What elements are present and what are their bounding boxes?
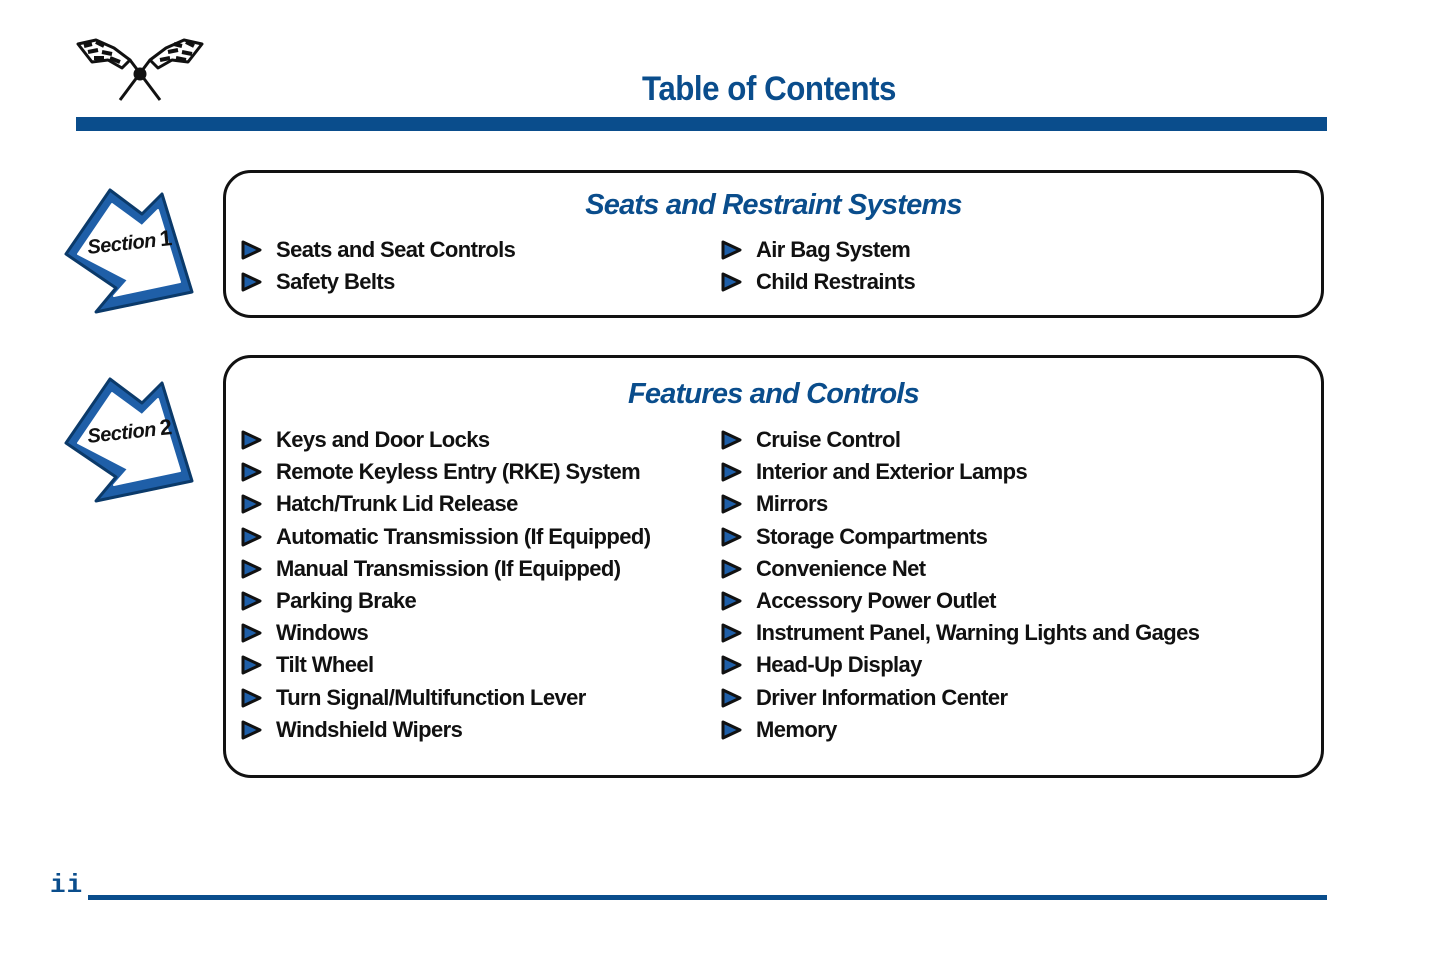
toc-item[interactable] xyxy=(238,521,650,553)
triangle-bullet-icon xyxy=(238,558,264,580)
triangle-bullet-icon xyxy=(238,590,264,612)
toc-item[interactable] xyxy=(718,266,915,298)
toc-item[interactable] xyxy=(238,682,650,714)
toc-item[interactable] xyxy=(718,617,1199,649)
toc-item[interactable] xyxy=(238,456,650,488)
page-number: ii xyxy=(50,870,84,900)
footer-divider xyxy=(88,895,1327,900)
section-2-badge[interactable] xyxy=(58,371,208,506)
toc-item-label: Turn Signal/Multifunction Lever xyxy=(276,684,586,710)
toc-item-label: Safety Belts xyxy=(276,269,395,295)
toc-item-label: Instrument Panel, Warning Lights and Gages xyxy=(756,620,1200,646)
toc-item[interactable] xyxy=(718,456,1199,488)
page-title: Table of Contents xyxy=(642,70,897,108)
triangle-bullet-icon xyxy=(238,461,264,483)
toc-item-label: Driver Information Center xyxy=(756,684,1008,710)
toc-item-label: Convenience Net xyxy=(756,555,926,581)
toc-item-label: Manual Transmission (If Equipped) xyxy=(276,555,621,581)
toc-item[interactable] xyxy=(718,649,1199,681)
section-1-left-column xyxy=(238,234,515,298)
header-divider xyxy=(76,117,1327,131)
triangle-bullet-icon xyxy=(238,271,264,293)
toc-item[interactable] xyxy=(718,488,1199,520)
section-1-badge[interactable] xyxy=(58,182,208,317)
triangle-bullet-icon xyxy=(718,558,744,580)
triangle-bullet-icon xyxy=(718,719,744,741)
triangle-bullet-icon xyxy=(238,493,264,515)
toc-item-label: Mirrors xyxy=(756,491,828,517)
section-1-label: Section1 xyxy=(86,225,173,259)
triangle-bullet-icon xyxy=(238,622,264,644)
section-2-label: Section2 xyxy=(86,414,173,448)
triangle-bullet-icon xyxy=(718,271,744,293)
toc-item[interactable] xyxy=(718,682,1199,714)
crossed-flags-logo xyxy=(74,38,206,104)
toc-item-label: Hatch/Trunk Lid Release xyxy=(276,491,518,517)
toc-item[interactable] xyxy=(718,521,1199,553)
toc-item[interactable] xyxy=(718,424,1199,456)
toc-item[interactable] xyxy=(238,424,650,456)
toc-item[interactable] xyxy=(718,553,1199,585)
toc-item-label: Accessory Power Outlet xyxy=(756,588,996,614)
toc-item[interactable] xyxy=(238,714,650,746)
triangle-bullet-icon xyxy=(238,429,264,451)
section-1-right-column xyxy=(718,234,915,298)
triangle-bullet-icon xyxy=(238,719,264,741)
toc-item[interactable] xyxy=(238,649,650,681)
section-2-title[interactable]: Features and Controls xyxy=(628,378,919,410)
toc-item-label: Automatic Transmission (If Equipped) xyxy=(276,523,651,549)
triangle-bullet-icon xyxy=(718,687,744,709)
toc-item-label: Seats and Seat Controls xyxy=(276,237,516,263)
toc-item[interactable] xyxy=(238,617,650,649)
toc-item-label: Child Restraints xyxy=(756,269,916,295)
triangle-bullet-icon xyxy=(718,493,744,515)
triangle-bullet-icon xyxy=(718,239,744,261)
toc-item[interactable] xyxy=(718,714,1199,746)
toc-item-label: Cruise Control xyxy=(756,427,901,453)
triangle-bullet-icon xyxy=(718,654,744,676)
toc-item[interactable] xyxy=(238,266,515,298)
triangle-bullet-icon xyxy=(718,461,744,483)
toc-item-label: Tilt Wheel xyxy=(276,652,374,678)
toc-item[interactable] xyxy=(238,488,650,520)
toc-item-label: Storage Compartments xyxy=(756,523,988,549)
toc-item-label: Memory xyxy=(756,716,837,742)
toc-item-label: Windows xyxy=(276,620,369,646)
toc-item-label: Keys and Door Locks xyxy=(276,427,490,453)
triangle-bullet-icon xyxy=(718,622,744,644)
triangle-bullet-icon xyxy=(718,590,744,612)
toc-item-label: Remote Keyless Entry (RKE) System xyxy=(276,459,641,485)
toc-item-label: Interior and Exterior Lamps xyxy=(756,459,1028,485)
section-1-box xyxy=(223,170,1324,318)
toc-item[interactable] xyxy=(718,234,915,266)
toc-item[interactable] xyxy=(238,553,650,585)
toc-item-label: Windshield Wipers xyxy=(276,716,463,742)
toc-item[interactable] xyxy=(718,585,1199,617)
section-1-title[interactable]: Seats and Restraint Systems xyxy=(585,189,962,221)
triangle-bullet-icon xyxy=(718,526,744,548)
toc-item[interactable] xyxy=(238,585,650,617)
triangle-bullet-icon xyxy=(718,429,744,451)
triangle-bullet-icon xyxy=(238,654,264,676)
toc-item-label: Air Bag System xyxy=(756,237,911,263)
toc-item[interactable] xyxy=(238,234,515,266)
toc-item-label: Head-Up Display xyxy=(756,652,922,678)
section-2-left-column xyxy=(238,424,650,746)
section-2-box xyxy=(223,355,1324,778)
section-2-right-column xyxy=(718,424,1199,746)
triangle-bullet-icon xyxy=(238,239,264,261)
triangle-bullet-icon xyxy=(238,526,264,548)
triangle-bullet-icon xyxy=(238,687,264,709)
toc-item-label: Parking Brake xyxy=(276,588,417,614)
